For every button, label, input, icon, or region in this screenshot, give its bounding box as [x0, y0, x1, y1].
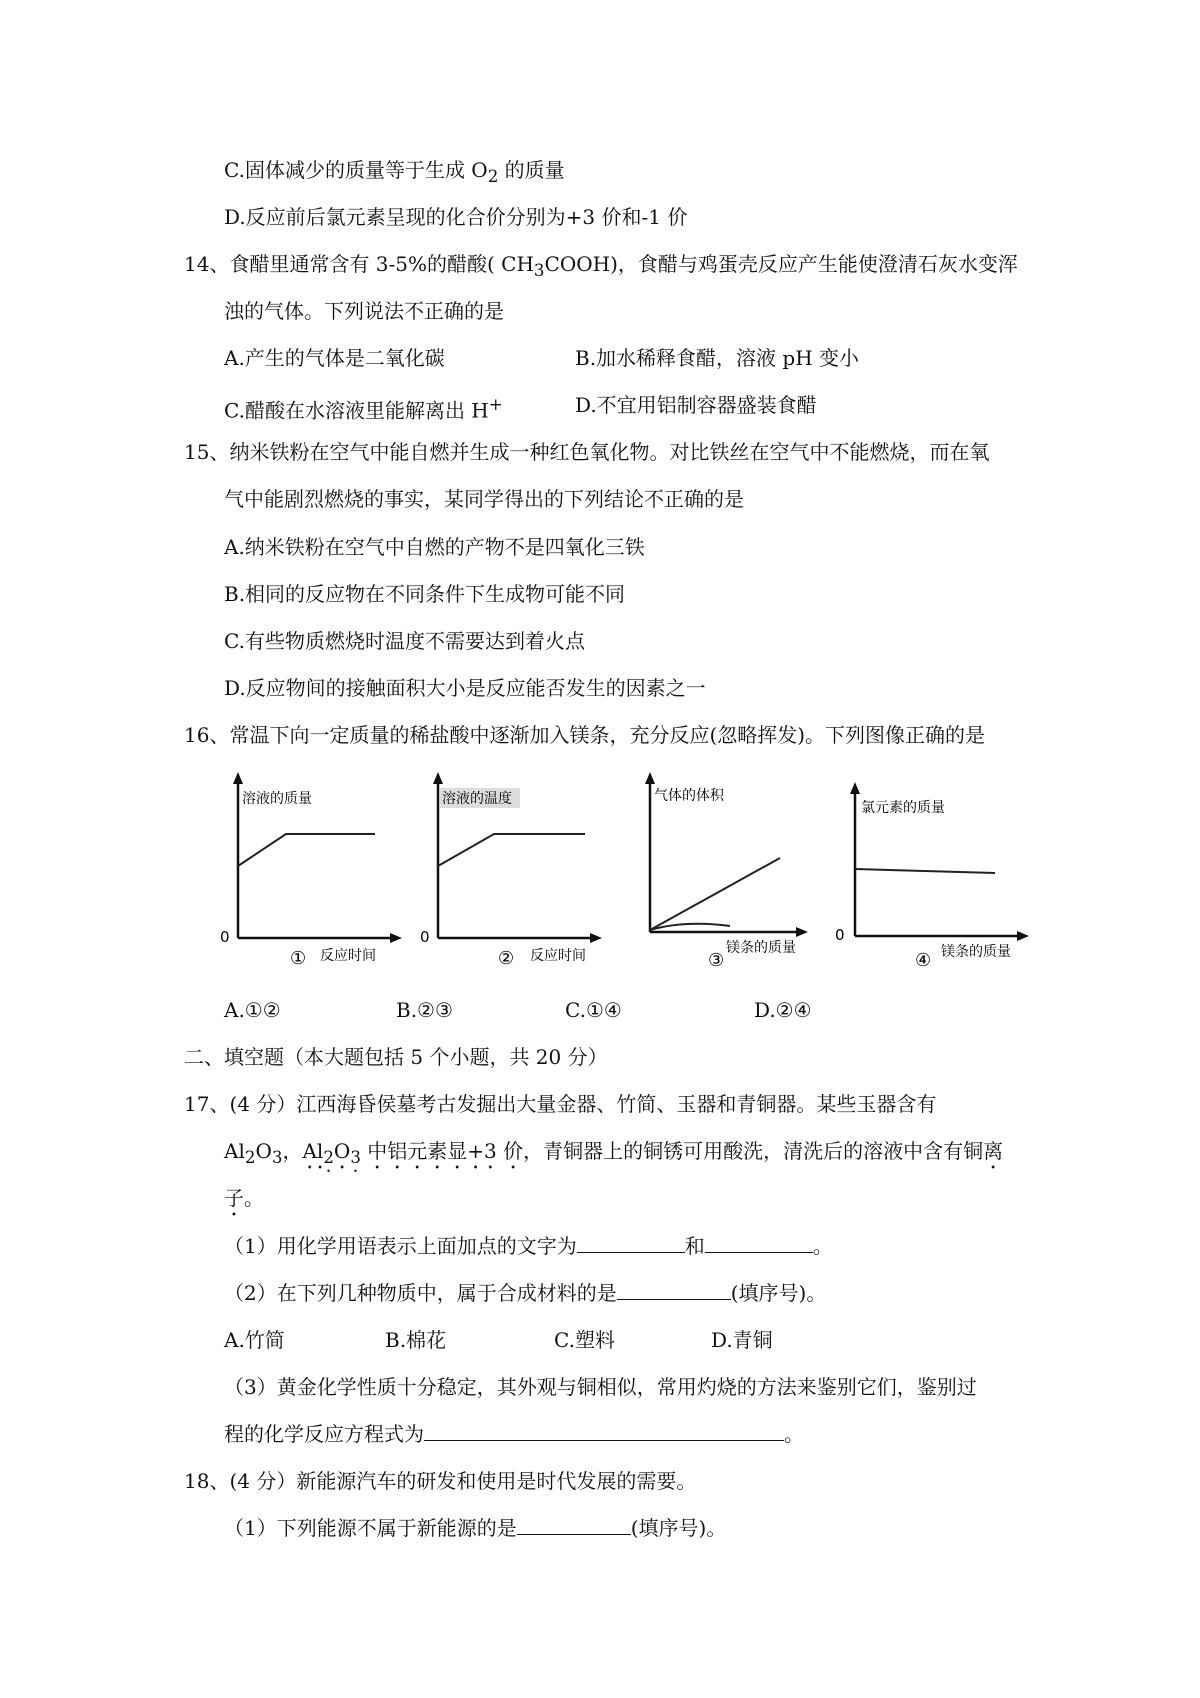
- graph4-xlabel: 镁条的质量: [941, 944, 1011, 960]
- q14-option-d: D.不宜用铝制容器盛装食醋: [575, 393, 817, 417]
- q17-line3-end: 。: [244, 1186, 264, 1210]
- q17-part3-text: 程的化学反应方程式为: [224, 1422, 424, 1446]
- graph3-base-curve: [650, 924, 730, 930]
- q14-stem-sub: 3: [533, 261, 545, 280]
- graph2-y-arrow: [433, 772, 443, 784]
- q13-option-c: [224, 156, 565, 191]
- graph4-origin: 0: [835, 926, 845, 944]
- graph2-xlabel: 反应时间: [530, 948, 586, 964]
- graph4-ylabel: 氯元素的质量: [861, 800, 945, 816]
- q13-option-c-text: C.固体减少的质量等于生成 O: [224, 158, 488, 182]
- graph4-x-arrow: [1017, 931, 1029, 941]
- q14-option-a: A.产生的气体是二氧化碳: [224, 346, 445, 370]
- q14-option-c-sup: +: [488, 395, 503, 414]
- q16-graph-3: [640, 770, 820, 970]
- graph3-y-arrow: [645, 772, 655, 784]
- q18-part1-blank[interactable]: [517, 1514, 631, 1535]
- graph1-xlabel: 反应时间: [320, 948, 376, 964]
- q17-o: O: [255, 1139, 272, 1163]
- graph1-curve: [238, 834, 375, 866]
- q17-part3-end: 。: [784, 1422, 804, 1446]
- graph3-x-arrow: [796, 927, 808, 937]
- q14-stem-a: 14、食醋里通常含有 3-5%的醋酸( CH: [184, 252, 534, 276]
- q14-stem-line1: [184, 250, 1018, 285]
- q15-option-b: B.相同的反应物在不同条件下生成物可能不同: [224, 582, 626, 606]
- q16-graph-2: [420, 770, 610, 970]
- q15-option-d: D.反应物间的接触面积大小是反应能否发生的因素之一: [224, 676, 706, 700]
- q17-al: Al: [224, 1139, 245, 1163]
- graph2-number: ②: [498, 948, 515, 969]
- graph1-number: ①: [290, 948, 307, 969]
- graph4-curve: [855, 869, 995, 873]
- q17-line2-rest: ，青铜器上的铜锈可用酸洗，清洗后的溶液中含有铜: [523, 1139, 984, 1163]
- q17-part1-blank1[interactable]: [577, 1232, 685, 1253]
- q17-part1-text: （1）用化学用语表示上面加点的文字为: [224, 1234, 577, 1258]
- q17-option-b: B.棉花: [385, 1328, 447, 1352]
- q14-option-c: [224, 391, 503, 425]
- q17-stem-line1: 17、(4 分）江西海昏侯墓考古发掘出大量金器、竹简、玉器和青铜器。某些玉器含有: [184, 1092, 937, 1116]
- graph3-number: ③: [708, 950, 725, 970]
- q17-part1-and: 和: [684, 1234, 705, 1258]
- q17-dotted-valence: 中铝元素显+3 价: [360, 1139, 524, 1163]
- q17-stem-line3: [224, 1184, 264, 1221]
- q17-al-sub: 2: [244, 1148, 256, 1167]
- q17-dotted-o-sub: 3: [350, 1148, 361, 1167]
- q18-part1-text: （1）下列能源不属于新能源的是: [224, 1516, 517, 1540]
- q16-option-a: A.①②: [224, 998, 281, 1022]
- q17-dotted-al: Al: [302, 1139, 324, 1163]
- q16-option-c: C.①④: [565, 998, 622, 1022]
- q17-part3-line1: （3）黄金化学性质十分稳定，其外观与铜相似，常用灼烧的方法来鉴别它们，鉴别过: [224, 1375, 977, 1399]
- graph1-origin: 0: [220, 928, 230, 946]
- q17-part2-blank[interactable]: [617, 1279, 731, 1300]
- graph3-ylabel: 气体的体积: [654, 788, 724, 804]
- q18-part1-end: (填序号)。: [630, 1516, 727, 1540]
- q17-part3-line2: [224, 1420, 804, 1448]
- graph2-x-arrow: [590, 933, 602, 943]
- q15-option-a: A.纳米铁粉在空气中自燃的产物不是四氧化三铁: [224, 535, 645, 559]
- q16-option-d: D.②④: [754, 998, 812, 1022]
- q14-stem-b: COOH)，食醋与鸡蛋壳反应产生能使澄清石灰水变浑: [544, 252, 1018, 276]
- q15-option-c: C.有些物质燃烧时温度不需要达到着火点: [224, 629, 585, 653]
- q17-option-c: C.塑料: [554, 1328, 615, 1352]
- q18-part1: [224, 1514, 726, 1542]
- q15-stem-line2: 气中能剧烈燃烧的事实，某同学得出的下列结论不正确的是: [224, 487, 744, 511]
- graph1-y-arrow: [233, 772, 243, 784]
- q17-part1-blank2[interactable]: [705, 1232, 813, 1253]
- graph4-y-arrow: [850, 782, 860, 794]
- q17-dotted-zi: 子: [224, 1186, 244, 1210]
- graph2-ylabel: 溶液的温度: [442, 791, 512, 807]
- q16-stem: 16、常温下向一定质量的稀盐酸中逐渐加入镁条，充分反应(忽略挥发)。下列图像正确的是: [184, 723, 986, 747]
- graph2-curve: [438, 834, 585, 866]
- q17-part2-end: (填序号)。: [730, 1281, 827, 1305]
- q16-option-b: B.②③: [396, 998, 453, 1022]
- q15-stem-line1: 15、纳米铁粉在空气中能自燃并生成一种红色氧化物。对比铁丝在空气中不能燃烧，而在氧: [184, 440, 990, 464]
- q14-option-b: B.加水稀释食醋，溶液 pH 变小: [575, 346, 860, 370]
- q17-comma: ，: [282, 1139, 303, 1163]
- graph3-xlabel: 镁条的质量: [726, 940, 796, 956]
- q16-graph-4: [835, 770, 1035, 970]
- q17-stem-line2: [224, 1137, 1003, 1176]
- q17-part2: [224, 1279, 826, 1307]
- q13-option-c-sub: 2: [487, 167, 499, 186]
- graph3-curve: [650, 858, 780, 930]
- q17-part1: [224, 1232, 833, 1260]
- q14-stem-line2: 浊的气体。下列说法不正确的是: [224, 299, 504, 323]
- q17-dotted-o: O: [333, 1139, 351, 1163]
- q17-dotted-li: 离: [983, 1139, 1004, 1163]
- q18-stem: 18、(4 分）新能源汽车的研发和使用是时代发展的需要。: [184, 1469, 697, 1493]
- q17-part1-end: 。: [812, 1234, 833, 1258]
- q17-o-sub: 3: [271, 1148, 283, 1167]
- q17-part3-blank[interactable]: [424, 1420, 784, 1441]
- q17-option-a: A.竹简: [224, 1328, 285, 1352]
- q13-option-c-end: 的质量: [498, 158, 565, 182]
- q17-part2-text: （2）在下列几种物质中，属于合成材料的是: [224, 1281, 617, 1305]
- q13-option-d: D.反应前后氯元素呈现的化合价分别为+3 价和-1 价: [224, 205, 688, 229]
- graph1-x-arrow: [390, 933, 402, 943]
- q16-graph-1: [220, 770, 410, 970]
- graph1-ylabel: 溶液的质量: [242, 791, 312, 807]
- graph4-number: ④: [915, 950, 932, 970]
- q17-dotted-al-sub: 2: [323, 1148, 334, 1167]
- section-2-heading: 二、填空题（本大题包括 5 个小题，共 20 分）: [184, 1045, 608, 1069]
- q17-option-d: D.青铜: [711, 1328, 773, 1352]
- graph2-origin: 0: [420, 928, 430, 946]
- q14-option-c-text: C.醋酸在水溶液里能解离出 H: [224, 398, 489, 423]
